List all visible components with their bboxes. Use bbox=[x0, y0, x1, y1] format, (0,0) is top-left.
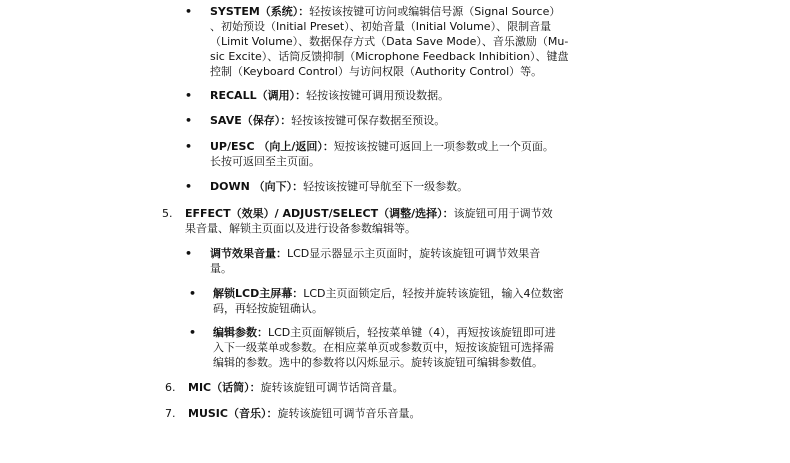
upesc-text: 短按该按键可返回上一项参数或上一个页面。 bbox=[333, 140, 554, 153]
effect-line-2: 果音量、解锁主页面以及进行设备参数编辑等。 bbox=[185, 222, 416, 235]
item-number: 5. bbox=[162, 207, 173, 220]
bullet: • bbox=[185, 140, 193, 153]
music-term: MUSIC（音乐）： bbox=[188, 407, 278, 420]
system-line-5: 控制（Keyboard Control）与访问权限（Authority Control）等。 bbox=[210, 65, 543, 78]
mic-term: MIC（话筒）： bbox=[188, 381, 261, 394]
item-number: 6. bbox=[165, 381, 176, 394]
mic-text: 旋转该旋钮可调节话筒音量。 bbox=[260, 381, 404, 394]
effect-volume-line-2: 量。 bbox=[210, 262, 232, 275]
effect-text: 该旋钮可用于调节效 bbox=[453, 207, 553, 220]
recall-term: RECALL（调用）： bbox=[210, 89, 307, 102]
edit-params-text: LCD主页面解锁后，轻按菜单键（4），再短按该旋钮即可进 bbox=[268, 326, 556, 339]
effect-volume-term: 调节效果音量： bbox=[210, 247, 287, 260]
system-term: SYSTEM（系统）： bbox=[210, 5, 310, 18]
effect-term: EFFECT（效果）/ ADJUST/SELECT（调整/选择）： bbox=[185, 207, 454, 220]
system-line-3: （Limit Volume）、数据保存方式（Data Save Mode）、音乐激励（Mu- bbox=[210, 35, 569, 48]
edit-params-line-3: 编辑的参数。选中的参数将以闪烁显示。旋转该旋钮可编辑参数值。 bbox=[213, 356, 543, 369]
upesc-term: UP/ESC （向上/返回）： bbox=[210, 140, 334, 153]
system-line-1: 轻按该按键可访问或编辑信号源（Signal Source） bbox=[309, 5, 561, 18]
recall-text: 轻按该按键可调用预设数据。 bbox=[306, 89, 450, 102]
unlock-lcd-text: LCD主页面锁定后，轻按并旋转该旋钮，输入4位数密 bbox=[303, 287, 564, 300]
upesc-line-2: 长按可返回至主页面。 bbox=[210, 155, 320, 168]
bullet: • bbox=[185, 247, 193, 260]
system-line-2: 、初始预设（Initial Preset）、初始音量（Initial Volume）、限制音量 bbox=[210, 20, 552, 33]
down-term: DOWN （向下）： bbox=[210, 180, 304, 193]
bullet: • bbox=[185, 180, 193, 193]
edit-params-term: 编辑参数： bbox=[213, 326, 268, 339]
system-line-4: sic Excite）、话筒反馈抑制（Microphone Feedback Inhibition）、键盘 bbox=[210, 50, 569, 63]
effect-volume-text: LCD显示器显示主页面时，旋转该旋钮可调节效果音 bbox=[287, 247, 541, 260]
down-text: 轻按该按键可导航至下一级参数。 bbox=[303, 180, 469, 193]
unlock-lcd-line-2: 码，再轻按旋钮确认。 bbox=[213, 302, 323, 315]
bullet: • bbox=[189, 287, 197, 300]
unlock-lcd-term: 解锁LCD主屏幕： bbox=[213, 287, 304, 300]
edit-params-line-2: 入下一级菜单或参数。在相应菜单页或参数页中，短按该旋钮可选择需 bbox=[213, 341, 554, 354]
save-text: 轻按该按键可保存数据至预设。 bbox=[291, 114, 446, 127]
music-text: 旋转该旋钮可调节音乐音量。 bbox=[277, 407, 421, 420]
item-number: 7. bbox=[165, 407, 176, 420]
bullet: • bbox=[185, 89, 193, 102]
bullet: • bbox=[185, 5, 193, 18]
save-term: SAVE（保存）： bbox=[210, 114, 292, 127]
bullet: • bbox=[189, 326, 197, 339]
bullet: • bbox=[185, 114, 193, 127]
